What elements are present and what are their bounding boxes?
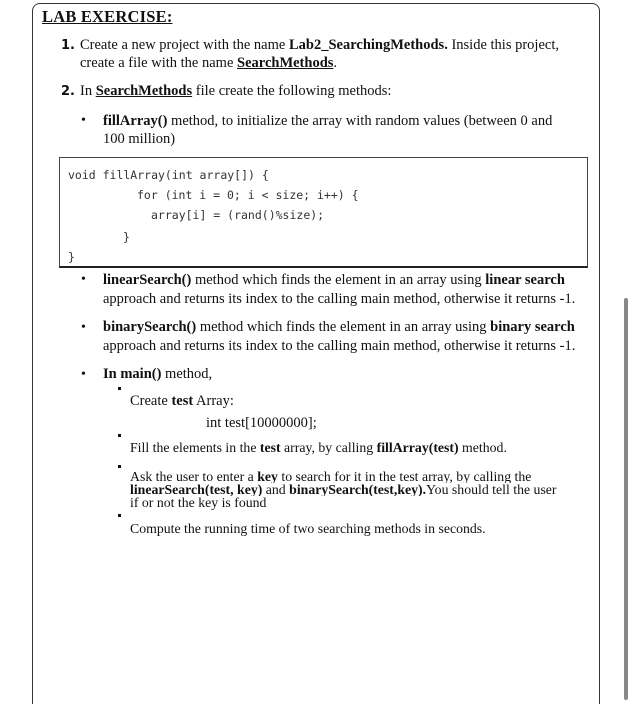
sub1-line: Create test Array: <box>130 393 234 409</box>
code-line-5: } <box>68 250 75 264</box>
linear-line1: linearSearch() method which finds the element in an array using linear search <box>103 272 565 288</box>
code-line-1: void fillArray(int array[]) { <box>68 168 269 182</box>
sub1-declaration: int test[10000000]; <box>206 415 317 431</box>
code-line-3: array[i] = (rand()%size); <box>151 208 325 222</box>
sub3-line1: Ask the user to enter a key to search for it in the test array, by calling the <box>130 470 532 483</box>
fill-line2: 100 million) <box>103 131 176 147</box>
bullet-main: • <box>81 367 86 382</box>
sub3-line3: if or not the key is found <box>130 495 267 510</box>
item2-number: 2. <box>61 84 75 99</box>
sub4-line: Compute the running time of two searching methods in seconds. <box>130 521 486 536</box>
code-line-2: for (int i = 0; i < size; i++) { <box>137 188 359 202</box>
main-line: In main() method, <box>103 366 213 382</box>
scrollbar[interactable] <box>624 298 628 700</box>
sub3-line2: linearSearch(test, key) and binarySearch(test,key).You should tell the user <box>130 483 557 496</box>
square-bullet-3 <box>118 465 121 468</box>
item1-line1: Create a new project with the name Lab2_SearchingMethods. Inside this project, <box>80 37 559 53</box>
code-line-4: } <box>123 230 130 244</box>
item1-number: 1. <box>61 38 75 53</box>
binary-line1: binarySearch() method which finds the element in an array using binary search <box>103 319 575 335</box>
fill-line1: fillArray() method, to initialize the array with random values (between 0 and <box>103 113 553 129</box>
sub3-paragraph <box>130 470 576 509</box>
item2-line: In SearchMethods file create the following methods: <box>80 83 392 99</box>
binary-line2: approach and returns its index to the calling main method, otherwise it returns -1. <box>103 338 576 354</box>
page-title: LAB EXERCISE: <box>42 7 173 26</box>
linear-line2: approach and returns its index to the calling main method, otherwise it returns -1. <box>103 291 576 307</box>
square-bullet-4 <box>118 514 121 517</box>
square-bullet-2 <box>118 434 121 437</box>
bullet-linear: • <box>81 272 86 287</box>
item1-line2: create a file with the name SearchMethods. <box>80 55 338 71</box>
square-bullet-1 <box>118 387 121 390</box>
bullet-fill: • <box>81 113 86 128</box>
bullet-binary: • <box>81 320 86 335</box>
sub2-line: Fill the elements in the test array, by calling fillArray(test) method. <box>130 440 507 455</box>
